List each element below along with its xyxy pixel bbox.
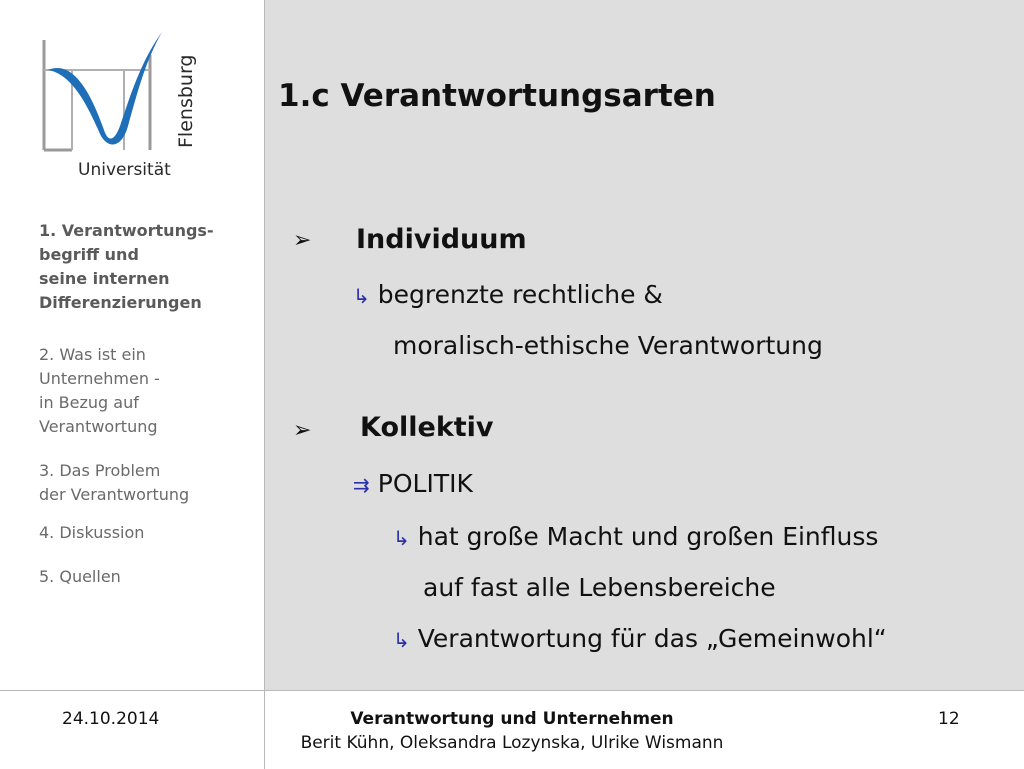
footer-divider (264, 691, 265, 769)
individuum-text-1: begrenzte rechtliche & (377, 280, 663, 309)
nav-line: 1. Verantwortungs- (39, 221, 214, 240)
footer (0, 690, 1024, 769)
nav-line: der Verantwortung (39, 485, 190, 504)
agenda-nav (39, 219, 261, 601)
logo-vertical-text: Flensburg (175, 54, 197, 148)
nav-item-3[interactable] (39, 459, 261, 507)
logo-word: Universität (78, 160, 171, 180)
kollektiv-heading: Kollektiv (360, 412, 494, 443)
kollektiv-text-3: Verantwortung für das „Gemeinwohl“ (417, 624, 887, 653)
nav-item-1[interactable] (39, 219, 261, 315)
footer-authors: Berit Kühn, Oleksandra Lozynska, Ulrike Wismann (300, 733, 724, 753)
nav-line: 4. Diskussion (39, 523, 145, 542)
nav-line: in Bezug auf (39, 393, 139, 412)
kollektiv-line-3 (393, 624, 887, 653)
sub-arrow-icon: ↳ (393, 628, 410, 652)
nav-item-2[interactable] (39, 343, 261, 439)
nav-line: seine internen (39, 269, 170, 288)
nav-item-5[interactable] (39, 565, 261, 589)
university-logo (42, 30, 198, 184)
individuum-line-2: moralisch-ethische Verantwortung (393, 331, 823, 360)
kollektiv-line-1 (393, 522, 878, 551)
sub-arrow-icon: ↳ (393, 526, 410, 550)
politik-line (353, 469, 473, 498)
politik-text: POLITIK (377, 469, 473, 498)
individuum-heading: Individuum (356, 224, 527, 255)
nav-line: 5. Quellen (39, 567, 121, 586)
sidebar (0, 0, 265, 690)
nav-item-4[interactable] (39, 521, 261, 545)
nav-line: Differenzierungen (39, 293, 202, 312)
nav-line: Unternehmen - (39, 369, 160, 388)
nav-line: 3. Das Problem (39, 461, 161, 480)
bullet-arrow-icon: ➢ (293, 418, 312, 443)
kollektiv-line-2: auf fast alle Lebensbereiche (423, 573, 776, 602)
individuum-line-1 (353, 280, 663, 309)
sub-arrow-icon: ↳ (353, 284, 370, 308)
slide-title: 1.c Verantwortungsarten (278, 78, 716, 114)
nav-line: begriff und (39, 245, 139, 264)
footer-date: 24.10.2014 (62, 709, 160, 729)
kollektiv-text-1: hat große Macht und großen Einfluss (417, 522, 879, 551)
footer-title: Verantwortung und Unternehmen (350, 709, 674, 729)
page-number: 12 (938, 709, 960, 729)
double-arrow-icon: ⇉ (353, 473, 370, 497)
bullet-arrow-icon: ➢ (293, 228, 312, 253)
nav-line: Verantwortung (39, 417, 158, 436)
nav-line: 2. Was ist ein (39, 345, 146, 364)
